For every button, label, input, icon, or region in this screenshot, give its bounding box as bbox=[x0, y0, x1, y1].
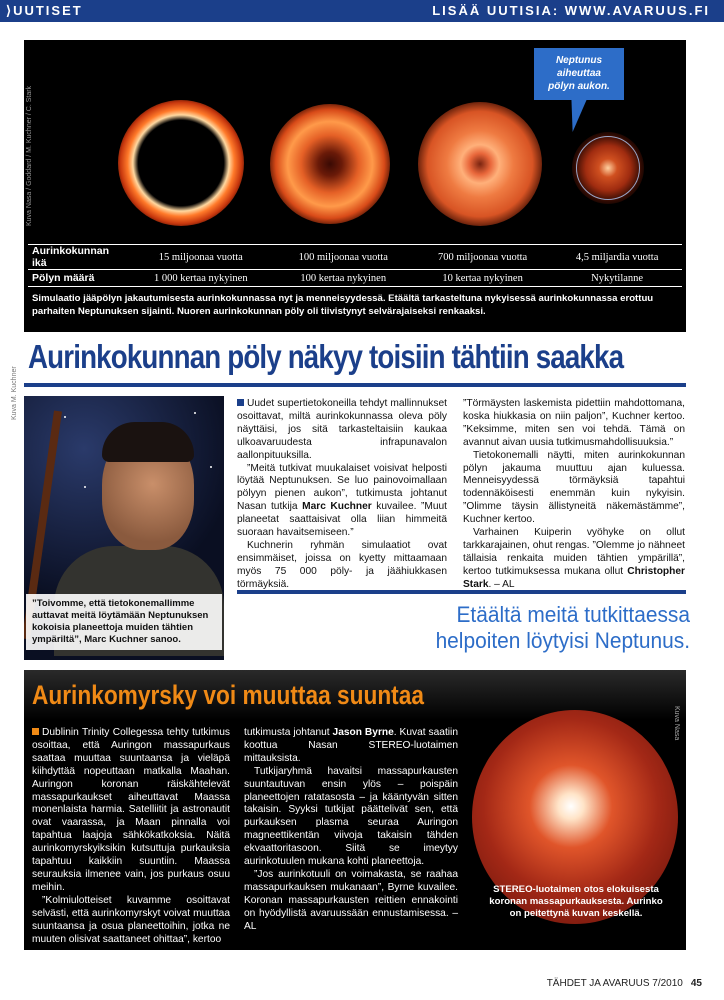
magazine-issue: TÄHDET JA AVARUUS 7/2010 bbox=[546, 978, 683, 989]
simulation-figure bbox=[24, 40, 686, 332]
paragraph-text: Tietokonemalli näytti, miten aurinkokunnan pölyn jakauma muuttuu ajan kuluessa. Menneisyydessä törmäyksiä tapahtui todennäköisesti enemmän kuin nykyisin. ”Olimme täysin ällistyneitä näkemästämme”, Kuchner kertoo. bbox=[463, 449, 685, 526]
table-cell: 1 000 kertaa nykyinen bbox=[128, 270, 274, 287]
paragraph-text: kuvailee. ”Muut planeetat saattaisivat olla liian himmeitä suoraan havaitsemiseen.” bbox=[237, 501, 447, 539]
article2-column-2 bbox=[244, 727, 458, 934]
table-cell: 100 kertaa nykyinen bbox=[274, 270, 413, 287]
article2-column-1 bbox=[32, 727, 230, 946]
table-cell: 100 miljoonaa vuotta bbox=[274, 245, 413, 270]
dust-ring-700-million bbox=[418, 102, 542, 226]
page-footer bbox=[547, 978, 702, 989]
paragraph-text: Tutkijaryhmä havaitsi massapurkausten suuntautuvan ensin ylös – poispäin planeettojen ratatasosta – ja kääntyvän sitten takaisin. Syyksi tutkijat päättelivät sen, että purkauksen plasma seuraa Auringon magneettikentän viivoja takaisin tähden ekvaattoritasoon. Siitä se imeytyy aurinkotuulen mukana kohti planeettoja. bbox=[244, 765, 458, 868]
pullquote bbox=[396, 602, 691, 654]
paragraph-text: ”Törmäysten laskemista pidettiin mahdottomana, koska hiukkasia on niin paljon”, Kuchner kertoo. ”Keksimme, miten sen voi tehdä. Tämä on avannut aivan uusia tutkimusmahdollisuuksia.” bbox=[463, 398, 685, 448]
photo-hair bbox=[102, 422, 194, 462]
table-row bbox=[28, 270, 682, 287]
paragraph bbox=[237, 463, 447, 540]
star-dot bbox=[64, 416, 66, 418]
section-header-bar bbox=[0, 0, 724, 22]
paragraph-text: Varhainen Kuiperin vyöhyke on ollut tarkkarajainen, ohut rengas. ”Olemme jo nähneet tällaisia renkaita muiden tähtien ympärillä”, kertoo tutkimuksessa mukana ollut bbox=[463, 527, 685, 577]
paragraph bbox=[244, 727, 458, 766]
callout-line: pölyn aukon. bbox=[548, 81, 610, 92]
star-dot bbox=[194, 412, 196, 414]
star-dot bbox=[84, 486, 86, 488]
table-cell: Nykytilanne bbox=[552, 270, 682, 287]
paragraph bbox=[237, 540, 447, 592]
pullquote-line: Etäältä meitä tutkittaessa bbox=[456, 602, 690, 627]
article-title: Aurinkomyrsky voi muuttaa suuntaa bbox=[32, 680, 424, 710]
callout-line: Neptunus bbox=[555, 55, 603, 66]
person-name: Christopher Stark bbox=[463, 565, 685, 590]
star-dot bbox=[210, 466, 212, 468]
paragraph-text: ”Meitä tutkivat muukalaiset voisivat helposti löytää Neptunuksen. Se luo painovoimallaan pölyyn pienen aukon”, tutkimusta johtanut Nasan tutkija bbox=[237, 462, 447, 513]
paragraph bbox=[463, 527, 685, 592]
article1-column-1 bbox=[237, 398, 447, 592]
paragraph-text: Uudet supertietokoneilla tehdyt mallinnukset osoittavat, miltä aurinkokunnassa oleva pöly näyttäisi, jos sitä tarkasteltaisiin kaukaa ulkoavaruudesta infrapunavalon aallonpituuksilla. bbox=[237, 398, 447, 461]
paragraph-text: tutkimusta johtanut bbox=[244, 727, 333, 738]
simulation-caption: Simulaatio jääpölyn jakautumisesta aurinkokunnassa nyt ja menneisyydessä. Etäältä tarkasteltuna nykyisessä aurinkokunnassa erottuu parhaiten Neptunuksen sijainti. Nuoren aurinkokunnan pöly oli tiivistynyt selvärajaiseksi renkaaksi. bbox=[32, 293, 654, 317]
section-label: ⟩UUTISET bbox=[6, 3, 83, 18]
table-cell: 10 kertaa nykyinen bbox=[413, 270, 552, 287]
paragraph bbox=[32, 895, 230, 947]
paragraph bbox=[32, 727, 230, 895]
page-number: 45 bbox=[690, 978, 702, 989]
callout-pointer bbox=[567, 98, 588, 132]
table-cell: 700 miljoonaa vuotta bbox=[413, 245, 552, 270]
paragraph-text: Dublinin Trinity Collegessa tehty tutkimus osoittaa, että Auringon massapurkaus saattaa muuttaa suuntaansa ja vieläpä kiihdyttää nopeuttaan matkalla Maahan. Auringon koronan räiskähtelevät massapurkaukset aiheuttavat Maassa monenlaista harmia. Satelliitit ja astronautit ovat vaarassa, ja Maan pinnalla voi tapahtua laajoja sähkökatkoksia. Näitä aurinkomyrskyiksikin kutsuttuja purkauksia tapahtuu kaikkiin suuntiin. Maassa seurauksia ilmenee vain, jos purkaus osuu meihin. bbox=[32, 727, 230, 893]
photo-caption: ”Toivomme, että tietokonemallimme auttavat meitä löytämään Neptunuksen kokoisia planeettoja muiden tähtien ympäriltä”, Marc Kuchner sanoo. bbox=[26, 594, 222, 650]
neptune-callout bbox=[534, 48, 624, 100]
table-cell: 15 miljoonaa vuotta bbox=[128, 245, 274, 270]
person-name: Jason Byrne bbox=[332, 727, 394, 738]
article-title: Aurinkokunnan pöly näkyy toisiin tähtiin saakka bbox=[28, 338, 624, 375]
article-start-marker bbox=[237, 399, 244, 406]
paragraph-text: Kuchnerin ryhmän simulaatiot ovat ensimmäiset, joissa on kyetty mittaamaan myös 75 000 pöly- ja jäähiukkasen törmäyksiä. bbox=[237, 539, 447, 590]
pullquote-line: helpoiten löytyisi Neptunus. bbox=[435, 628, 690, 653]
neptune-gap-marker bbox=[576, 136, 640, 200]
kuchner-photo bbox=[24, 396, 224, 660]
paragraph bbox=[463, 398, 685, 450]
row-label: Pölyn määrä bbox=[28, 270, 128, 287]
paragraph-text: . Kuvat saatiin koottua Nasan STEREO-luotaimen mittauksista. bbox=[244, 727, 458, 764]
table-row bbox=[28, 245, 682, 270]
paragraph-text: . – AL bbox=[488, 578, 515, 590]
paragraph-text: ”Kolmiulotteiset kuvamme osoittavat selvästi, että aurinkomyrskyt voivat muuttaa suuntaansa ja osua planeettoihin, jotka ne muuten olisivat saattaneet ohittaa”, kertoo bbox=[32, 894, 230, 945]
simulation-table bbox=[28, 244, 682, 287]
image-caption: STEREO-luotaimen otos elokuisesta koronan massapurkauksesta. Aurinko on peitettynä kuvan keskellä. bbox=[489, 884, 663, 919]
paragraph bbox=[244, 766, 458, 869]
paragraph bbox=[463, 450, 685, 527]
simulation-credit: Kuva Nasa / Goddard / M. Kuchner / C. Stark bbox=[26, 85, 33, 226]
article-start-marker bbox=[32, 728, 39, 735]
callout-line: aiheuttaa bbox=[557, 68, 601, 79]
more-news-link[interactable]: LISÄÄ UUTISIA: WWW.AVARUUS.FI bbox=[432, 3, 710, 18]
pullquote-divider bbox=[237, 590, 686, 594]
image-credit: Kuva Nasa bbox=[673, 706, 680, 741]
dust-ring-15-million bbox=[118, 100, 244, 226]
paragraph-text: ”Jos aurinkotuuli on voimakasta, se raahaa massapurkauksen mukanaan”, Byrne kuvailee. Koronan massapurkausten reittien ennakointi on hyödyllistä avaruussään ennustamisessa. – AL bbox=[244, 868, 458, 932]
person-name: Marc Kuchner bbox=[302, 501, 372, 513]
article1-column-2 bbox=[463, 398, 685, 592]
table-cell: 4,5 miljardia vuotta bbox=[552, 245, 682, 270]
paragraph bbox=[237, 398, 447, 463]
row-label: Aurinkokunnan ikä bbox=[28, 245, 128, 270]
dust-ring-100-million bbox=[270, 104, 390, 224]
paragraph bbox=[244, 869, 458, 934]
title-divider bbox=[24, 383, 686, 387]
photo-credit: Kuva M. Kuchner bbox=[11, 366, 18, 420]
